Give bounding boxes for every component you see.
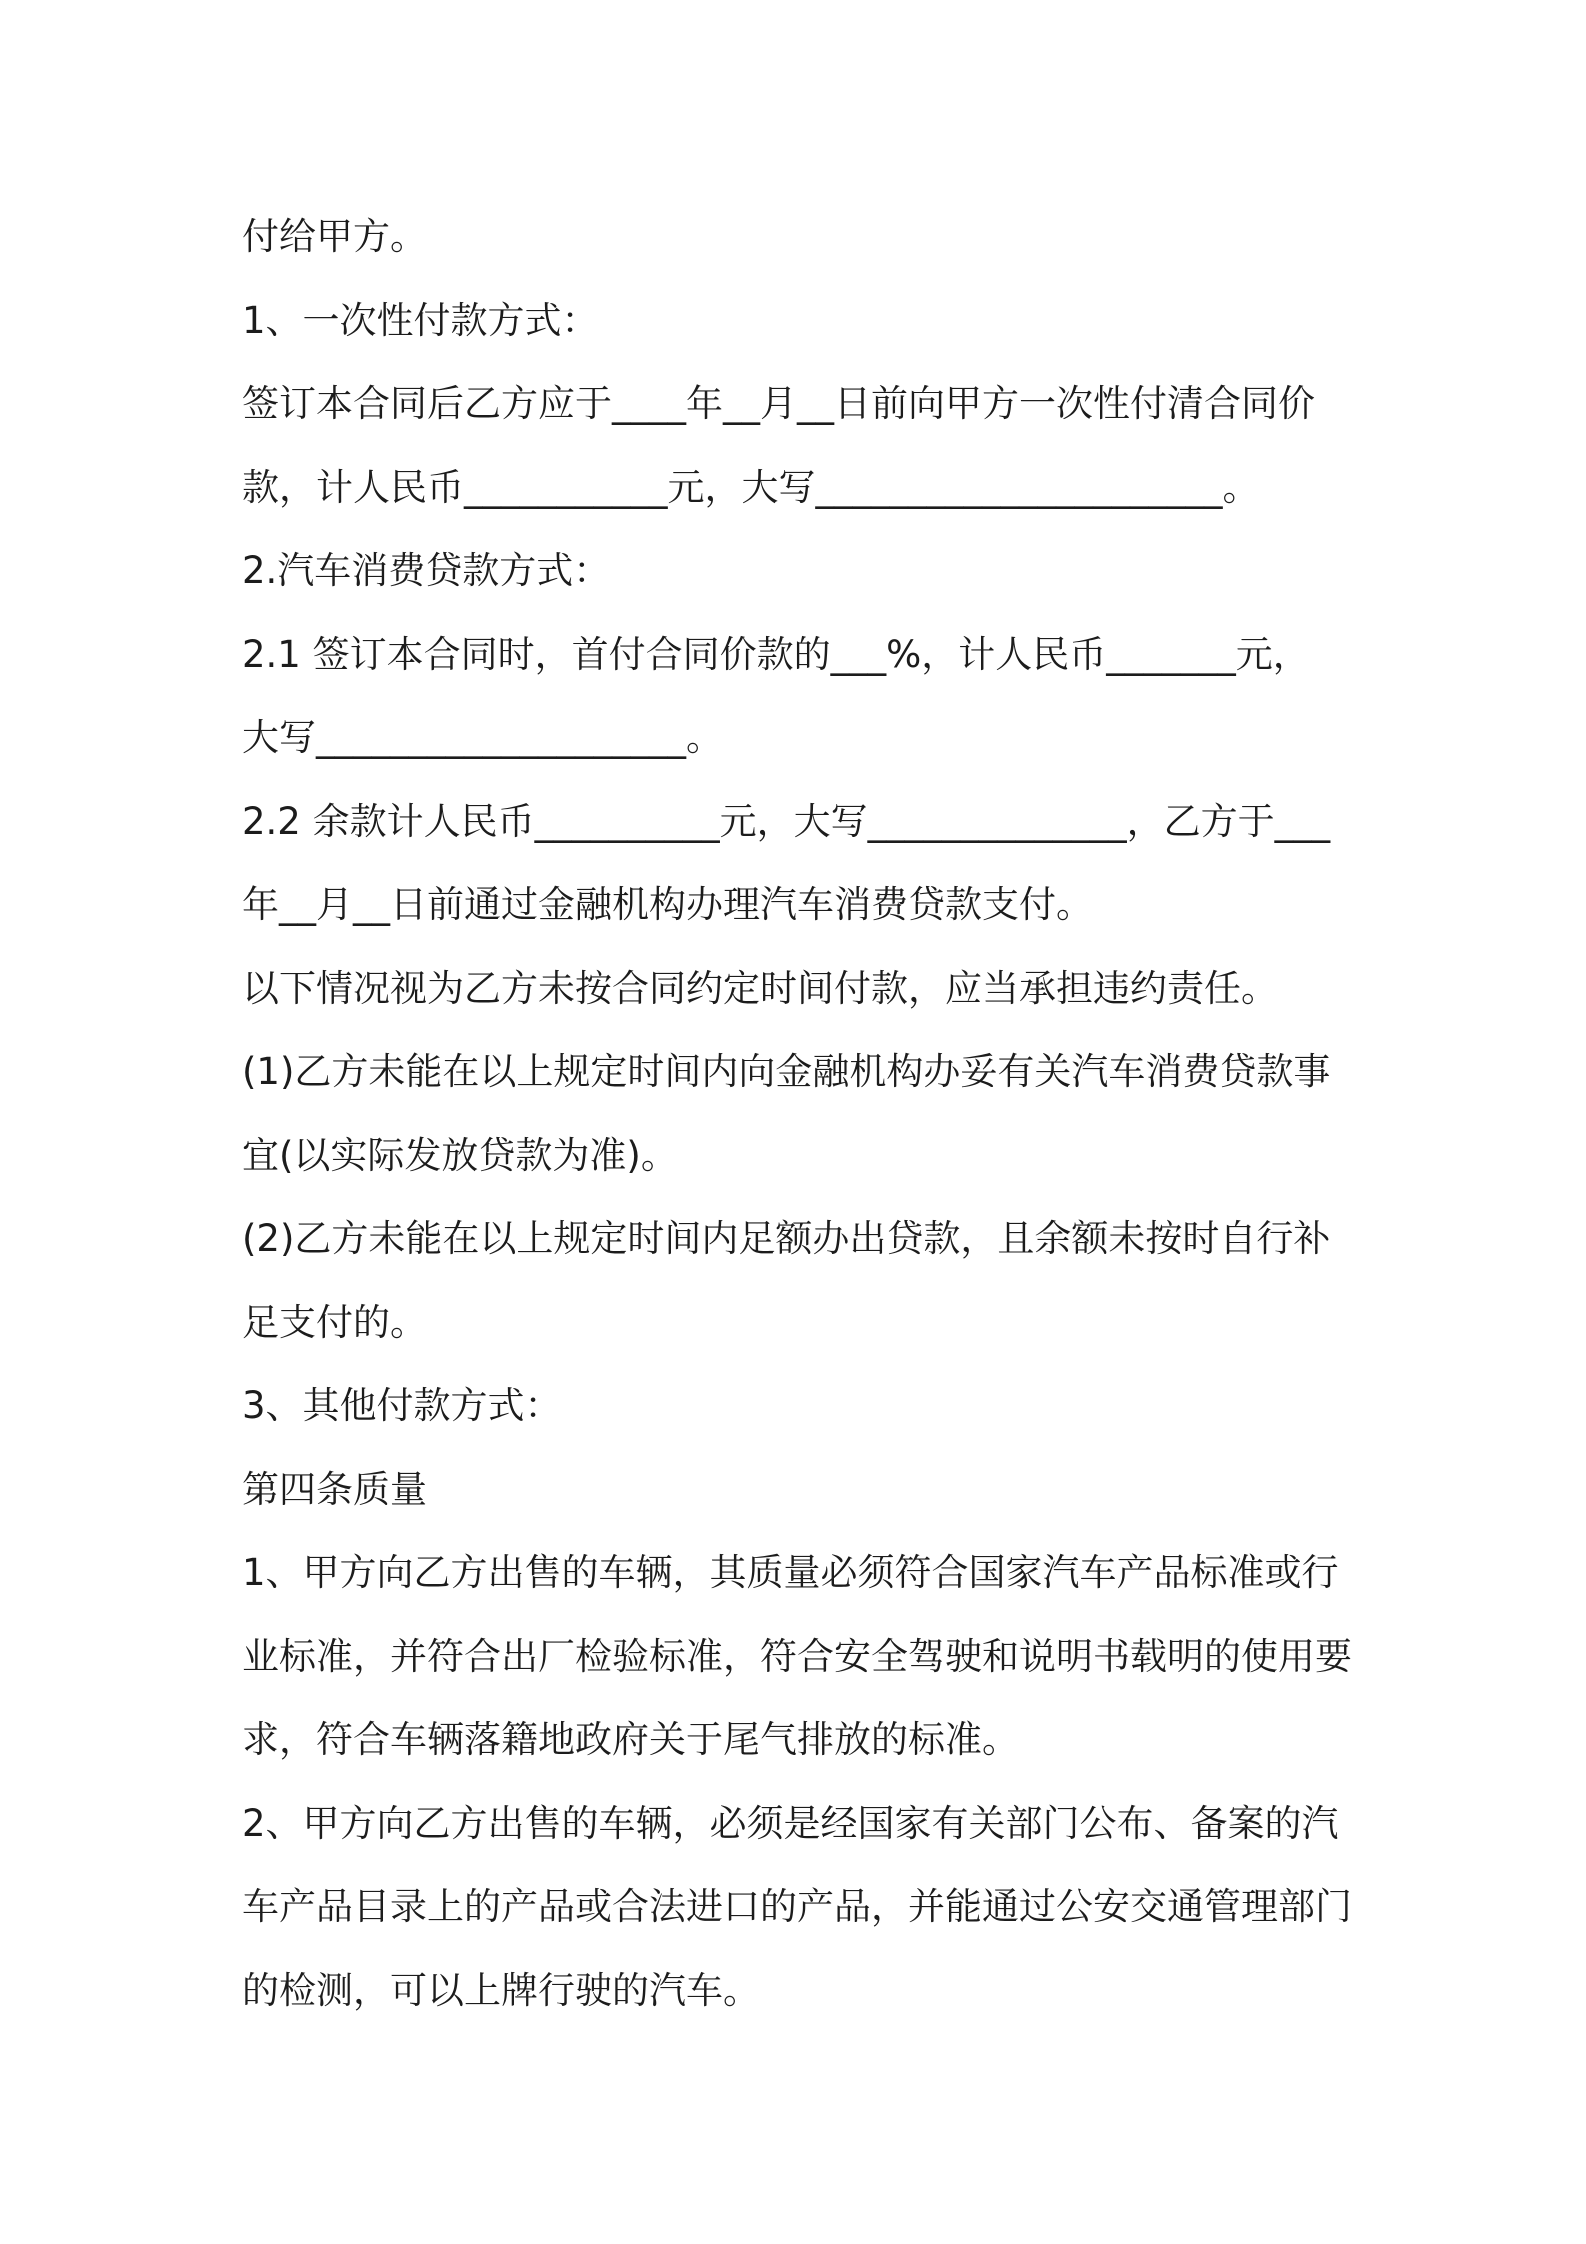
text-line: 付给甲方。: [242, 215, 427, 258]
text-line: 2、甲方向乙方出售的车辆，必须是经国家有关部门公布、备案的汽: [242, 1801, 1339, 1845]
text-line: 签订本合同后乙方应于____年__月__日前向甲方一次性付清合同价: [242, 382, 1315, 425]
text-line: 款，计人民币___________元，大写______________________。: [242, 465, 1260, 509]
text-line: 求，符合车辆落籍地政府关于尾气排放的标准。: [242, 1718, 1019, 1761]
text-line: 2.2 余款计人民币__________元，大写______________，乙方于___: [242, 799, 1331, 843]
section-heading: 3、其他付款方式：: [242, 1384, 562, 1427]
text-line: 1、甲方向乙方出售的车辆，其质量必须符合国家汽车产品标准或行: [242, 1551, 1339, 1594]
text-line: 车产品目录上的产品或合法进口的产品，并能通过公安交通管理部门: [242, 1885, 1352, 1928]
section-heading: 1、一次性付款方式：: [242, 298, 599, 342]
text-line: 2.1 签订本合同时，首付合同价款的___%，计人民币_______元，: [242, 632, 1310, 676]
text-line: 足支付的。: [242, 1300, 427, 1344]
text-line: 以下情况视为乙方未按合同约定时间付款，应当承担违约责任。: [242, 966, 1278, 1010]
text-line: 年__月__日前通过金融机构办理汽车消费贷款支付。: [242, 883, 1093, 926]
text-line: 宜(以实际发放贷款为准)。: [242, 1133, 678, 1177]
document-body: [242, 195, 1352, 2032]
section-heading: 2.汽车消费贷款方式：: [242, 549, 611, 592]
article-heading: 第四条质量: [242, 1467, 427, 1511]
text-line: 的检测，可以上牌行驶的汽车。: [242, 1968, 760, 2012]
text-line: 大写____________________。: [242, 716, 723, 759]
text-line: (2)乙方未能在以上规定时间内足额办出贷款，且余额未按时自行补: [242, 1217, 1331, 1260]
text-line: 业标准，并符合出厂检验标准，符合安全驾驶和说明书载明的使用要: [242, 1634, 1352, 1678]
text-line: (1)乙方未能在以上规定时间内向金融机构办妥有关汽车消费贷款事: [242, 1050, 1331, 1093]
